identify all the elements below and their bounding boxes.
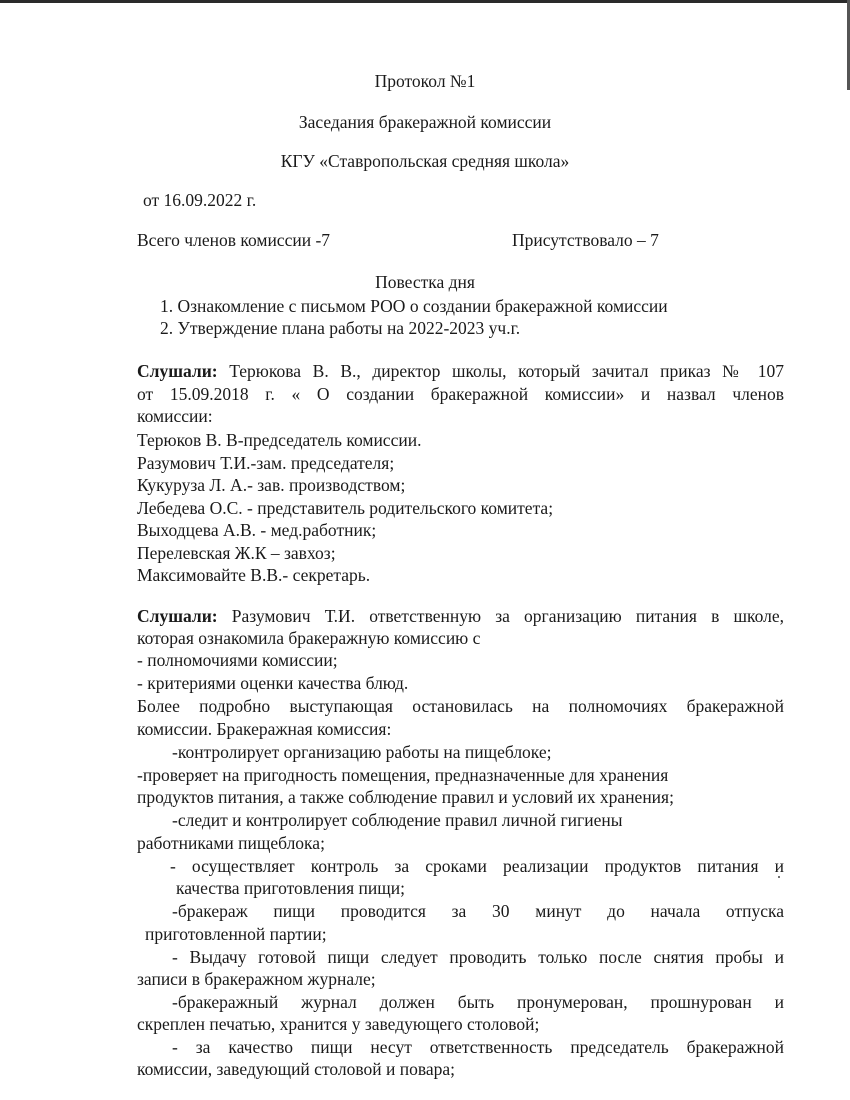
section2-line: - за качество пищи несут ответственность председатель бракеражной: [172, 1037, 784, 1057]
section2-line: - полномочиями комиссии;: [137, 650, 338, 670]
section2-line: - Выдачу готовой пищи следует проводить только после снятия пробы и: [172, 947, 784, 967]
section1-line2: от 15.09.2018 г. « О создании бракеражной комиссии» и назвал членов: [137, 384, 784, 404]
protocol-date: от 16.09.2022 г.: [143, 190, 257, 210]
scan-border-top: [0, 0, 850, 3]
member-line: Разумович Т.И.-зам. председателя;: [137, 453, 395, 473]
section2-line1: [137, 605, 784, 627]
section2-line: записи в бракеражном журнале;: [137, 969, 376, 989]
section2-line: -контролирует организацию работы на пищеблоке;: [172, 742, 552, 762]
section2-line: скреплен печатью, хранится у заведующего столовой;: [137, 1014, 540, 1034]
section2-text: Разумович Т.И. ответственную за организацию питания в школе,: [231, 606, 785, 626]
section2-line: продуктов питания, а также соблюдение правил и условий их хранения;: [137, 787, 674, 807]
member-line: Терюков В. В-председатель комиссии.: [137, 430, 422, 450]
section2-line: -проверяет на пригодность помещения, предназначенные для хранения: [137, 765, 669, 785]
organization-name: КГУ «Ставропольская средняя школа»: [280, 151, 570, 171]
member-line: Лебедева О.С. - представитель родительского комитета;: [137, 498, 554, 518]
section2-line: работниками пищеблока;: [137, 833, 325, 853]
section2-line: - осуществляет контроль за сроками реализации продуктов питания и: [170, 856, 784, 876]
member-line: Выходцева А.В. - мед.работник;: [137, 520, 377, 540]
section2-line: - критериями оценки качества блюд.: [137, 673, 409, 693]
protocol-title: Протокол №1: [374, 71, 476, 91]
agenda-item: 1. Ознакомление с письмом РОО о создании бракеражной комиссии: [160, 296, 668, 316]
section2-line: -следит и контролирует соблюдение правил личной гигиены: [172, 810, 623, 830]
section2-line: комиссии, заведующий столовой и повара;: [137, 1059, 456, 1079]
section2-line: -бракераж пищи проводится за 30 минут до начала отпуска: [172, 901, 784, 921]
members-present: Присутствовало – 7: [512, 230, 659, 250]
section2-label: Слушали:: [137, 606, 218, 626]
section2-line: качества приготовления пищи;: [176, 878, 405, 898]
section2-line: -бракеражный журнал должен быть пронумерован, прошнурован и: [172, 992, 784, 1012]
section1-line1: [137, 360, 784, 382]
protocol-subtitle: Заседания бракеражной комиссии: [298, 112, 552, 132]
agenda-title: Повестка дня: [375, 272, 475, 292]
section2-line: комиссии. Бракеражная комиссия:: [137, 719, 392, 739]
scan-speck: [778, 876, 780, 878]
agenda-item: 2. Утверждение плана работы на 2022-2023 уч.г.: [160, 318, 521, 338]
member-line: Перелевская Ж.К – завхоз;: [137, 543, 336, 563]
section2-line: приготовленной партии;: [145, 924, 327, 944]
section1-text: Терюкова В. В., директор школы, который зачитал приказ № 107: [229, 361, 784, 381]
section2-line: которая ознакомила бракеражную комиссию с: [137, 628, 481, 648]
member-line: Максимовайте В.В.- секретарь.: [137, 565, 371, 585]
section1-line3: комиссии:: [137, 406, 213, 426]
members-total: Всего членов комиссии -7: [137, 230, 331, 250]
section2-line: Более подробно выступающая остановилась на полномочиях бракеражной: [137, 696, 784, 716]
section1-label: Слушали:: [137, 361, 218, 381]
member-line: Кукуруза Л. А.- зав. производством;: [137, 475, 406, 495]
